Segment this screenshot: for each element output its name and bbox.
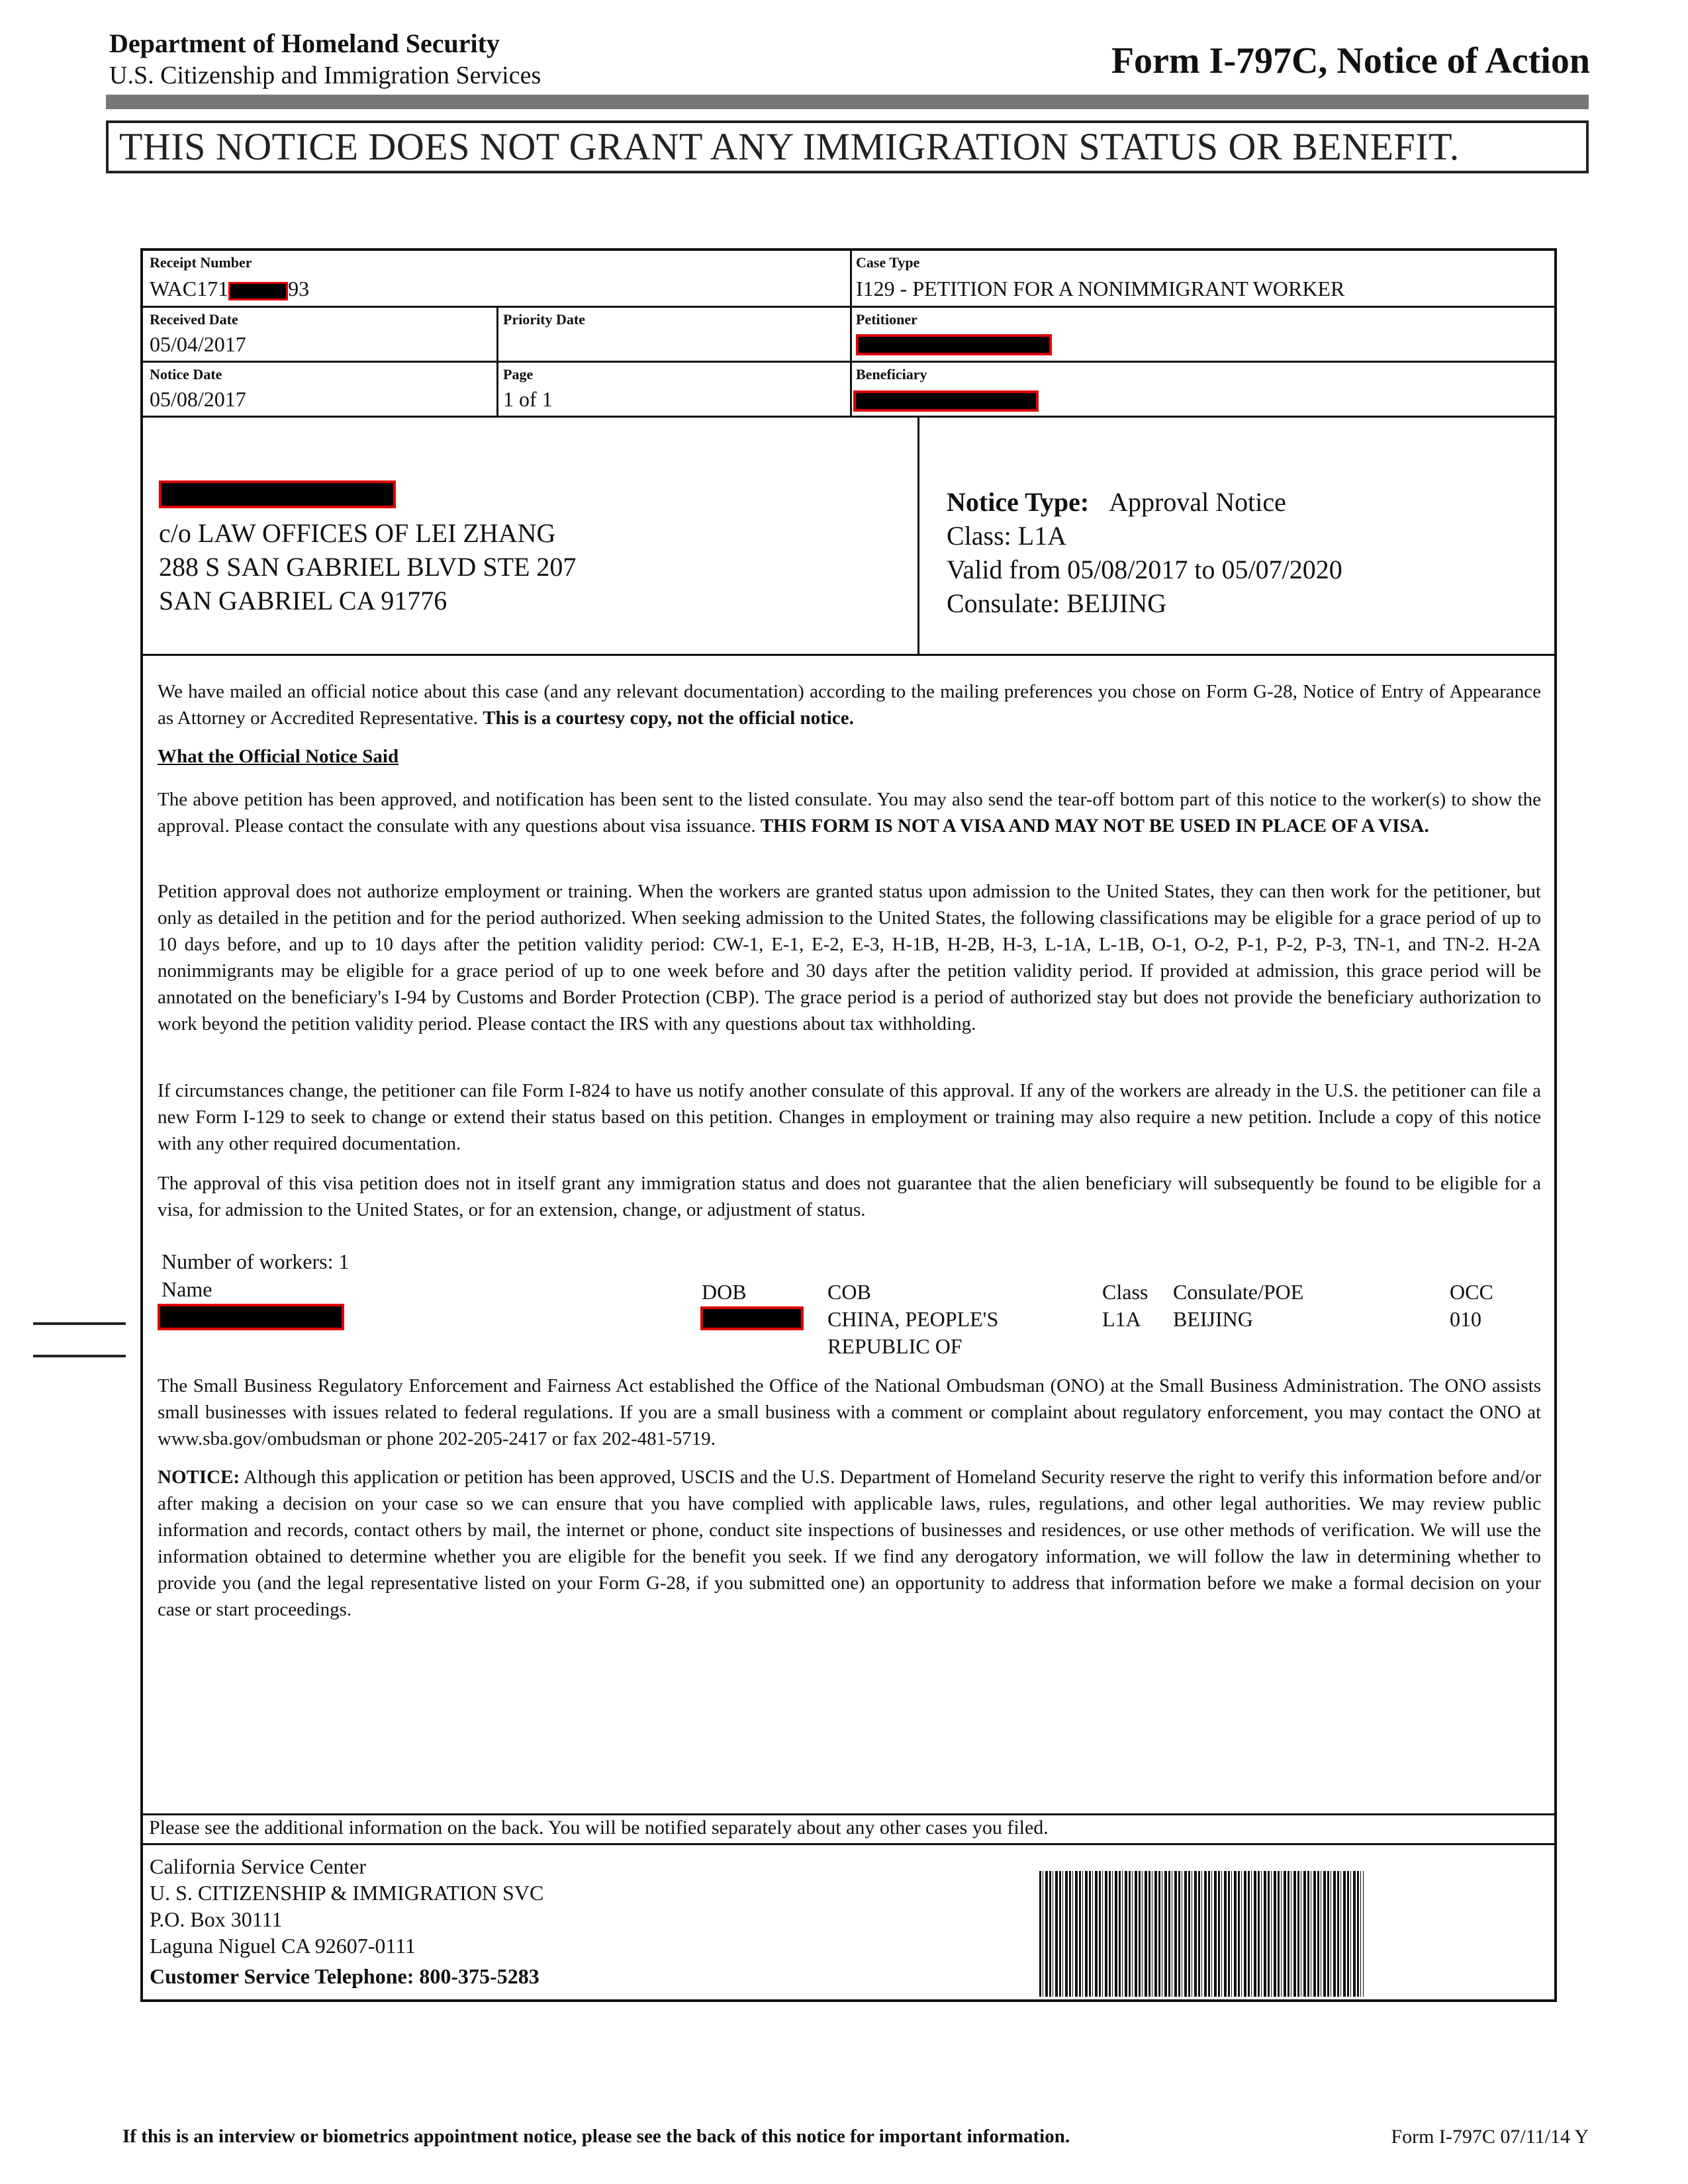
notice-class: Class: L1A — [947, 521, 1067, 551]
petitioner-label: Petitioner — [856, 311, 917, 328]
circumstances-paragraph: If circumstances change, the petitioner can file Form I-824 to have us notify another consulate of this approval. If any of the workers are already in the U.S. the petitioner can file a new Form I-129 to seek to change or extend their status based on this petition. Changes in employment or training may also require a new petition. Include a copy of this notice with any other required documentation. — [158, 1080, 1541, 1154]
priority-date-label: Priority Date — [503, 311, 585, 328]
bottom-note: If this is an interview or biometrics appointment notice, please see the back of this notice for important information. — [122, 2126, 1070, 2147]
verification-notice: NOTICE: Although this application or petition has been approved, USCIS and the U.S. Department of Homeland Security reserve the right to verify this information before and/or after making a decision on your case so we can ensure that you have complied with applicable laws, rules, regulations, and other legal authorities. We may review public information and records, contact others by mail, the internet or phone, conduct site inspections of businesses and residences, or use other methods of verification. We will use the information obtained to determine whether you are eligible for the benefit you seek. If we find any derogatory information, we will follow the law in determining whether to provide you (and the legal representative listed on your Form G-28, if you submitted one) an opportunity to address that information before we make a formal decision on your case or start proceedings. — [158, 1467, 1541, 1620]
notice-type-label: Notice Type: — [947, 487, 1090, 517]
beneficiary-redaction — [853, 390, 1039, 412]
ombudsman-paragraph: The Small Business Regulatory Enforcement and Fairness Act established the Office of the National Ombudsman (ONO) at the Small Business Administration. The ONO assists small businesses with issues related to federal regulations. If you are a small business with a comment or complaint about regulatory enforcement, you may contact the ONO at www.sba.gov/ombudsman or phone 202-205-2417 or fax 202-481-5719. — [158, 1375, 1541, 1449]
workers-consulate: Consulate/POE BEIJING — [1173, 1280, 1304, 1331]
status-banner: THIS NOTICE DOES NOT GRANT ANY IMMIGRATION STATUS OR BENEFIT. — [106, 120, 1589, 173]
barcode — [1039, 1871, 1364, 1997]
mailing-address — [159, 516, 576, 617]
visa-paragraph: The approval of this visa petition does not in itself grant any immigration status and does not guarantee that the alien beneficiary will subsequently be found to be eligible for a visa, for admission to the United States, or for an extension, change, or adjustment of status. — [158, 1173, 1541, 1220]
margin-tick — [33, 1322, 126, 1325]
receipt-label: Receipt Number — [150, 254, 252, 271]
customer-service-phone: Customer Service Telephone: 800-375-5283 — [150, 1964, 539, 1988]
header-rule — [106, 95, 1589, 109]
receipt-number: WAC171 93 — [150, 277, 310, 300]
case-type: I129 - PETITION FOR A NONIMMIGRANT WORKER — [856, 277, 1345, 300]
back-info-note: Please see the additional information on the back. You will be notified separately about any other cases you filed. — [149, 1817, 1049, 1839]
redaction-mark — [228, 282, 288, 300]
employment-paragraph: Petition approval does not authorize employment or training. When the workers are granted status upon admission to the United States, they can then work for the petitioner, but only as detailed in the petition and for the period authorized. When seeking admission to the United States, the following classifications may be eligible for a grace period of up to 10 days before, and up to 10 days after the petition validity period: CW-1, E-1, E-2, E-3, H-1B, H-2B, H-3, L-1A, L-1B, O-1, O-2, P-1, P-2, P-3, TN-1, and TN-2. H-2A nonimmigrants may be eligible for a grace period of up to one week before and 30 days after the petition validity period. If provided at admission, this grace period will be annotated on the beneficiary's I-94 by Customs and Border Protection (CBP). The grace period is a period of authorized stay but does not provide the beneficiary authorization to work beyond the petition validity period. Please contact the IRS with any questions about tax withholding. — [158, 881, 1541, 1034]
workers-count: Number of workers: 1 — [162, 1250, 350, 1273]
grid-line — [140, 654, 1557, 656]
grid-line — [140, 1843, 1557, 1845]
notice-date: 05/08/2017 — [150, 387, 246, 411]
received-date: 05/04/2017 — [150, 332, 246, 356]
worker-name-redaction — [158, 1304, 344, 1330]
received-date-label: Received Date — [150, 311, 238, 328]
section-heading: What the Official Notice Said — [158, 746, 399, 767]
address-line: SAN GABRIEL CA 91776 — [159, 586, 447, 615]
workers-class: Class L1A — [1102, 1280, 1149, 1331]
grid-line — [496, 306, 498, 416]
department-name: Department of Homeland Security — [109, 28, 500, 58]
case-type-label: Case Type — [856, 254, 920, 271]
service-center-address: California Service Center U. S. CITIZENSHIP & IMMIGRATION SVC P.O. Box 30111 Laguna Niguel CA 92607-0111 Customer Service Telephone: 800-375-5283 — [150, 1854, 544, 1988]
margin-tick — [33, 1355, 126, 1357]
workers-cob: COB CHINA, PEOPLE'S REPUBLIC OF — [827, 1280, 999, 1358]
addressee-redaction — [159, 480, 396, 508]
grid-line — [140, 1813, 1557, 1815]
grid-line — [140, 361, 1557, 363]
notice-date-label: Notice Date — [150, 366, 222, 383]
beneficiary-label: Beneficiary — [856, 366, 927, 383]
grid-line — [850, 248, 852, 416]
notice-type: Approval Notice — [1109, 487, 1286, 517]
page-number: 1 of 1 — [503, 387, 553, 411]
petitioner-redaction — [856, 334, 1052, 355]
courtesy-paragraph: We have mailed an official notice about this case (and any relevant documentation) according to the mailing preferences you chose on Form G-28, Notice of Entry of Appearance as Attorney or Accredited Representative. This is a courtesy copy, not the official notice. — [158, 681, 1541, 729]
grid-line — [140, 306, 1557, 308]
workers-occ: OCC 010 — [1450, 1280, 1493, 1331]
address-line: 288 S SAN GABRIEL BLVD STE 207 — [159, 552, 577, 582]
form-title: Form I-797C, Notice of Action — [1111, 40, 1590, 81]
notice-validity: Valid from 05/08/2017 to 05/07/2020 — [947, 555, 1342, 584]
grid-line — [140, 416, 1557, 418]
worker-dob-redaction — [700, 1306, 804, 1330]
workers-dob-label: DOB — [702, 1280, 747, 1304]
address-line: c/o LAW OFFICES OF LEI ZHANG — [159, 518, 556, 548]
page-label: Page — [503, 366, 534, 383]
grid-line — [917, 416, 919, 654]
workers-name-label: Name — [162, 1277, 212, 1301]
form-identifier: Form I-797C 07/11/14 Y — [1391, 2126, 1589, 2148]
notice-type-block — [947, 485, 1342, 620]
approval-paragraph: The above petition has been approved, and notification has been sent to the listed consulate. You may also send the tear-off bottom part of this notice to the worker(s) to show the approval. Please contact the consulate with any questions about visa issuance. THIS FORM IS NOT A VISA AND MAY NOT BE USED IN PLACE OF A VISA. — [158, 789, 1541, 837]
agency-name: U.S. Citizenship and Immigration Services — [109, 62, 541, 89]
notice-consulate: Consulate: BEIJING — [947, 588, 1167, 618]
